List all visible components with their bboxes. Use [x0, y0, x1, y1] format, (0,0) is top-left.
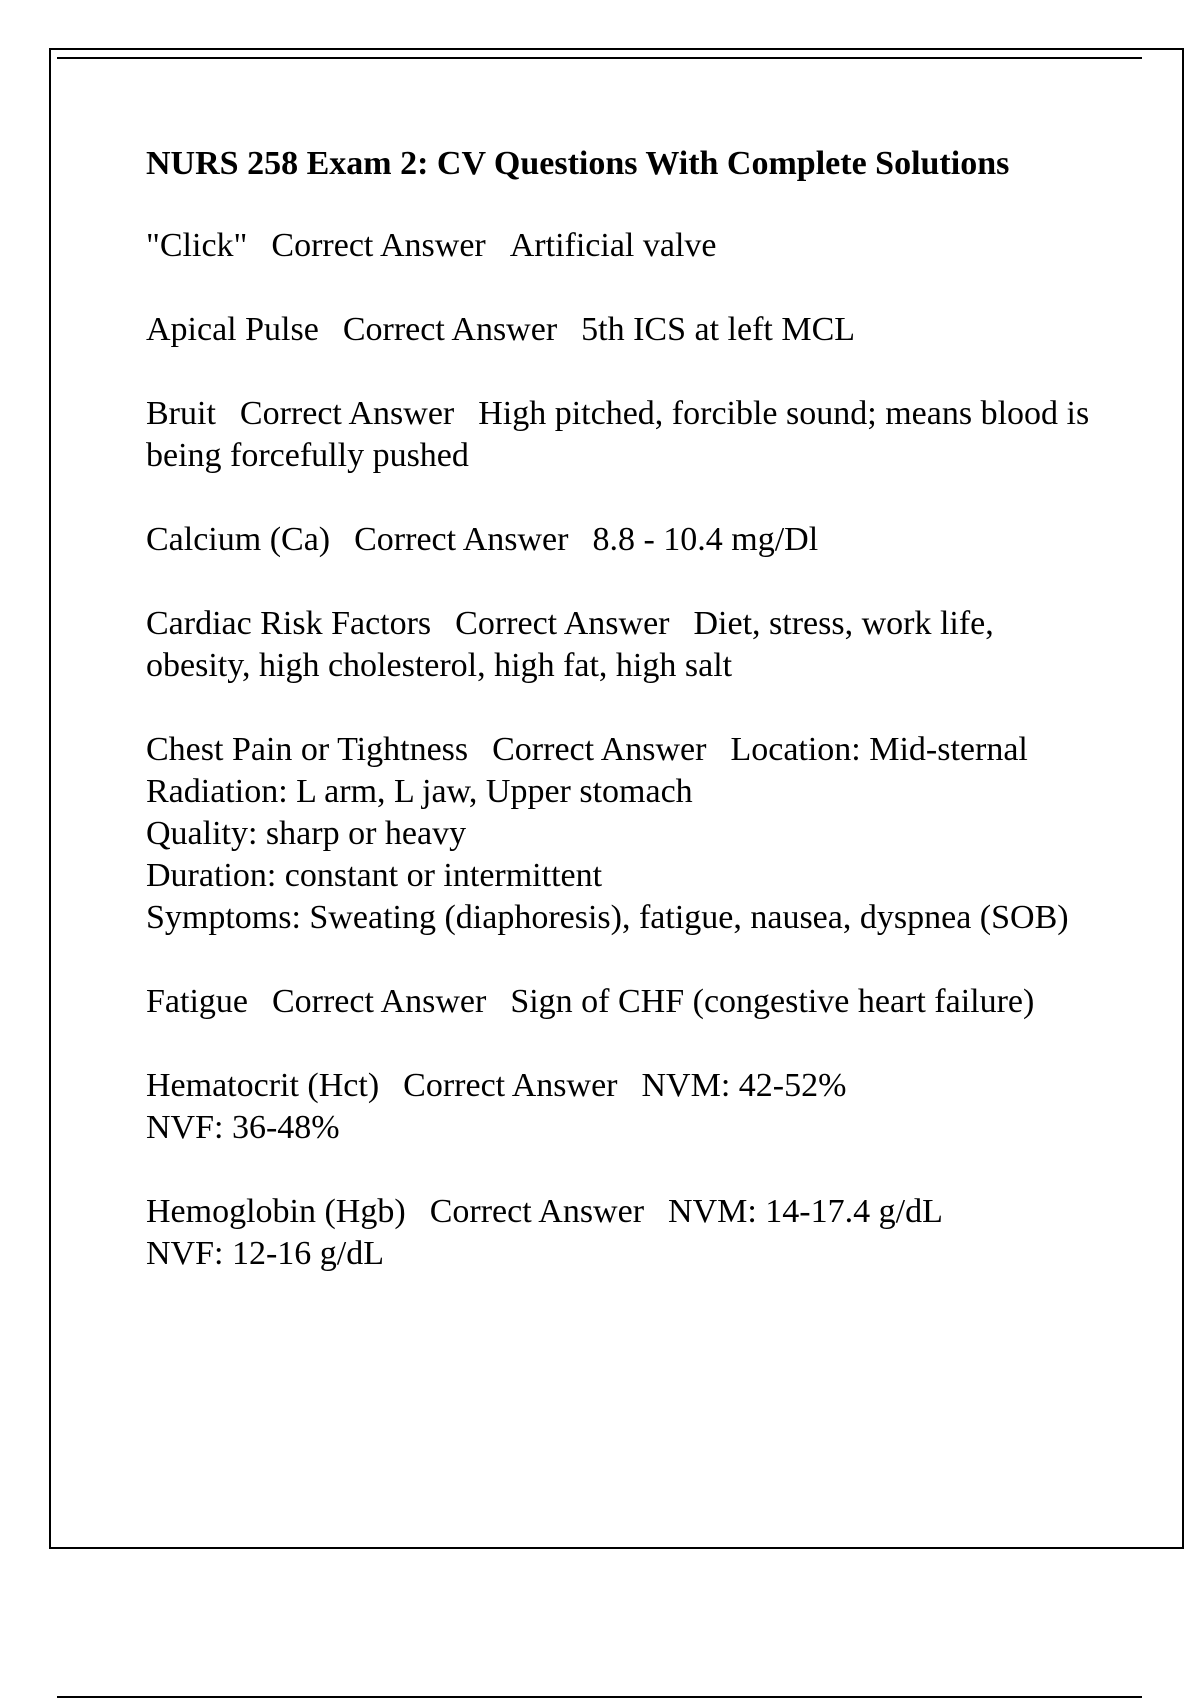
qa-list — [146, 225, 1106, 1275]
qa-separator: Correct Answer — [342, 311, 558, 348]
qa-item-fatigue — [146, 981, 1106, 1023]
qa-separator: Correct Answer — [354, 521, 569, 558]
bottom-rule — [57, 1696, 1142, 1698]
qa-item-hematocrit — [146, 1065, 1106, 1149]
qa-item-apical-pulse — [146, 309, 1106, 351]
qa-answer: Location: Mid-sternal Radiation: L arm, L jaw, Upper stomach Quality: sharp or heavy Duration: constant or intermittent Symptoms: Sweating (diaphoresis), fatigue, nausea, dyspnea (SOB) — [146, 731, 1069, 936]
document-title: NURS 258 Exam 2: CV Questions With Complete Solutions — [146, 145, 1010, 182]
qa-item-chest-pain — [146, 729, 1106, 939]
qa-answer: NVM: 14-17.4 g/dL NVF: 12-16 g/dL — [146, 1193, 943, 1272]
qa-separator: Correct Answer — [429, 1193, 645, 1230]
qa-separator: Correct Answer — [271, 227, 486, 264]
qa-item-hemoglobin — [146, 1191, 1106, 1275]
document-body — [146, 143, 1106, 1317]
qa-term: Fatigue — [146, 983, 248, 1020]
qa-item-cardiac-risk-factors — [146, 603, 1106, 687]
qa-item-click — [146, 225, 1106, 267]
qa-term: Apical Pulse — [146, 311, 319, 348]
qa-item-bruit — [146, 393, 1106, 477]
qa-answer: High pitched, forcible sound; means blood is being forcefully pushed — [146, 395, 1090, 474]
qa-term: Calcium (Ca) — [146, 521, 331, 558]
qa-answer: 8.8 - 10.4 mg/Dl — [592, 521, 819, 558]
qa-separator: Correct Answer — [492, 731, 707, 768]
top-rule — [57, 57, 1142, 59]
qa-term: Cardiac Risk Factors — [146, 605, 432, 642]
qa-term: Hemoglobin (Hgb) — [146, 1193, 406, 1230]
qa-term: "Click" — [146, 227, 248, 264]
qa-answer: Artificial valve — [509, 227, 717, 264]
qa-answer: 5th ICS at left MCL — [581, 311, 856, 348]
qa-term: Bruit — [146, 395, 216, 432]
qa-separator: Correct Answer — [455, 605, 670, 642]
qa-separator: Correct Answer — [271, 983, 487, 1020]
qa-item-calcium — [146, 519, 1106, 561]
qa-answer: NVM: 42-52% NVF: 36-48% — [146, 1067, 847, 1146]
qa-separator: Correct Answer — [403, 1067, 618, 1104]
qa-answer: Diet, stress, work life, obesity, high cholesterol, high fat, high salt — [146, 605, 994, 684]
qa-separator: Correct Answer — [239, 395, 455, 432]
qa-term: Chest Pain or Tightness — [146, 731, 469, 768]
qa-answer: Sign of CHF (congestive heart failure) — [510, 983, 1035, 1020]
qa-term: Hematocrit (Hct) — [146, 1067, 380, 1104]
